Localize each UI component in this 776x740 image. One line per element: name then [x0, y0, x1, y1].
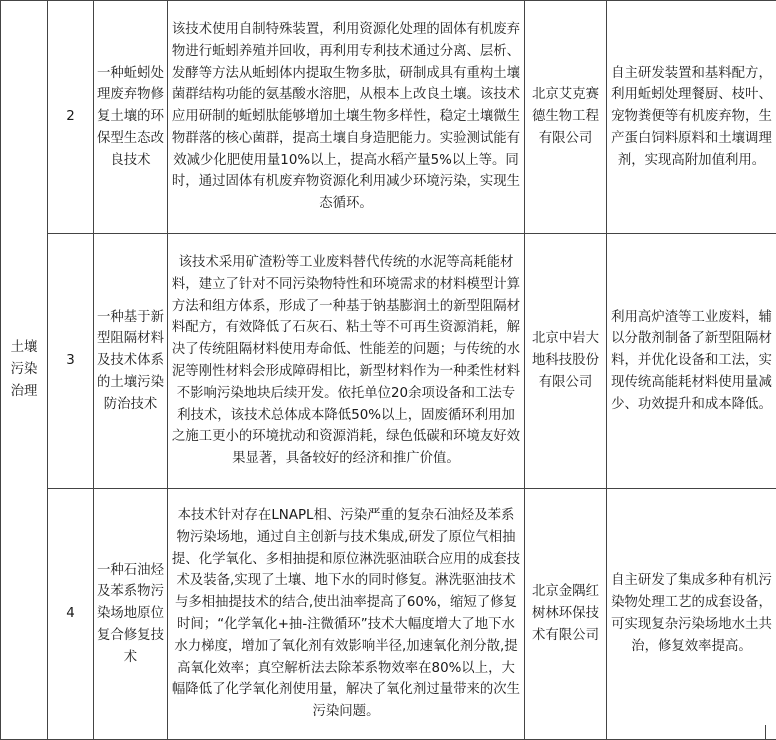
table-row [1, 1, 776, 234]
table-row [1, 489, 776, 740]
technology-description: 该技术采用矿渣粉等工业废料替代传统的水泥等高耗能材料，建立了针对不同污染物特性和环境需求的材料模型计算方法和组方体系，形成了一种基于钠基膨润土的新型阻隔材料配方，有效降低了石灰石、粘土等不可再生资源消耗，解决了传统阻隔材料使用寿命低、性能差的问题；与传统的水泥等刚性材料会形成障碍相比，新型材料作为一种柔性材料不影响污染地块后续开发。依托单位20余项设备和工法专利技术，该技术总体成本降低50%以上，固废循环利用加之施工更小的环境扰动和资源消耗，绿色低碳和环境友好效果显著，具备较好的经济和推广价值。 [168, 234, 525, 489]
technology-name: 一种蚯蚓处理废弃物修复土壤的环保型生态改良技术 [94, 1, 168, 234]
row-number: 4 [48, 489, 94, 740]
organization-name: 北京金隅红树林环保技术有限公司 [525, 489, 607, 740]
table-row [1, 234, 776, 489]
application-summary: 利用高炉渣等工业废料，辅以分散剂制备了新型阻隔材料，并优化设备和工法，实现传统高能耗材料使用量减少、功效提升和成本降低。 [607, 234, 776, 489]
technology-description: 本技术针对存在LNAPL相、污染严重的复杂石油烃及苯系物污染场地，通过自主创新与技术集成,研发了原位气相抽提、化学氧化、多相抽提和原位淋洗驱油联合应用的成套技术及装备,实现了土壤、地下水的同时修复。淋洗驱油技术与多相抽提技术的结合,使出油率提高了60%，缩短了修复时间；“化学氧化+抽-注微循环”技术大幅度增大了地下水水力梯度，增加了氧化剂有效影响半径,加速氧化剂分散,提高氧化效率；真空解析法去除苯系物效率在80%以上，大幅降低了化学氧化剂使用量，解决了氧化剂过量带来的次生污染问题。 [168, 489, 525, 740]
application-summary: 自主研发了集成多种有机污染物处理工艺的成套设备，可实现复杂污染场地水土共治，修复效率提高。 [607, 489, 776, 740]
technology-name: 一种基于新型阻隔材料及技术体系的土壤污染防治技术 [94, 234, 168, 489]
application-summary: 自主研发装置和基料配方，利用蚯蚓处理餐厨、枝叶、宠物粪便等有机废弃物，生产蛋白饲料原料和土壤调理剂，实现高附加值利用。 [607, 1, 776, 234]
row-number: 2 [48, 1, 94, 234]
category-cell: 土壤污染治理 [1, 1, 48, 740]
next-row-border-fragment [765, 725, 776, 739]
technology-name: 一种石油烃及苯系物污染场地原位复合修复技术 [94, 489, 168, 740]
technology-description: 该技术使用自制特殊装置，利用资源化处理的固体有机废弃物进行蚯蚓养殖并回收，再利用专利技术通过分离、层析、发酵等方法从蚯蚓体内提取生物多肽，研制成具有重构土壤菌群结构功能的氨基酸水溶肥，从根本上改良土壤。该技术应用研制的蚯蚓肽能够增加土壤生物多样性，稳定土壤微生物群落的核心菌群，提高土壤自身造肥能力。实验测试能有效减少化肥使用量10%以上，提高水稻产量5%以上等。同时，通过固体有机废弃物资源化利用减少环境污染，实现生态循环。 [168, 1, 525, 234]
organization-name: 北京艾克赛德生物工程有限公司 [525, 1, 607, 234]
organization-name: 北京中岩大地科技股份有限公司 [525, 234, 607, 489]
row-number: 3 [48, 234, 94, 489]
